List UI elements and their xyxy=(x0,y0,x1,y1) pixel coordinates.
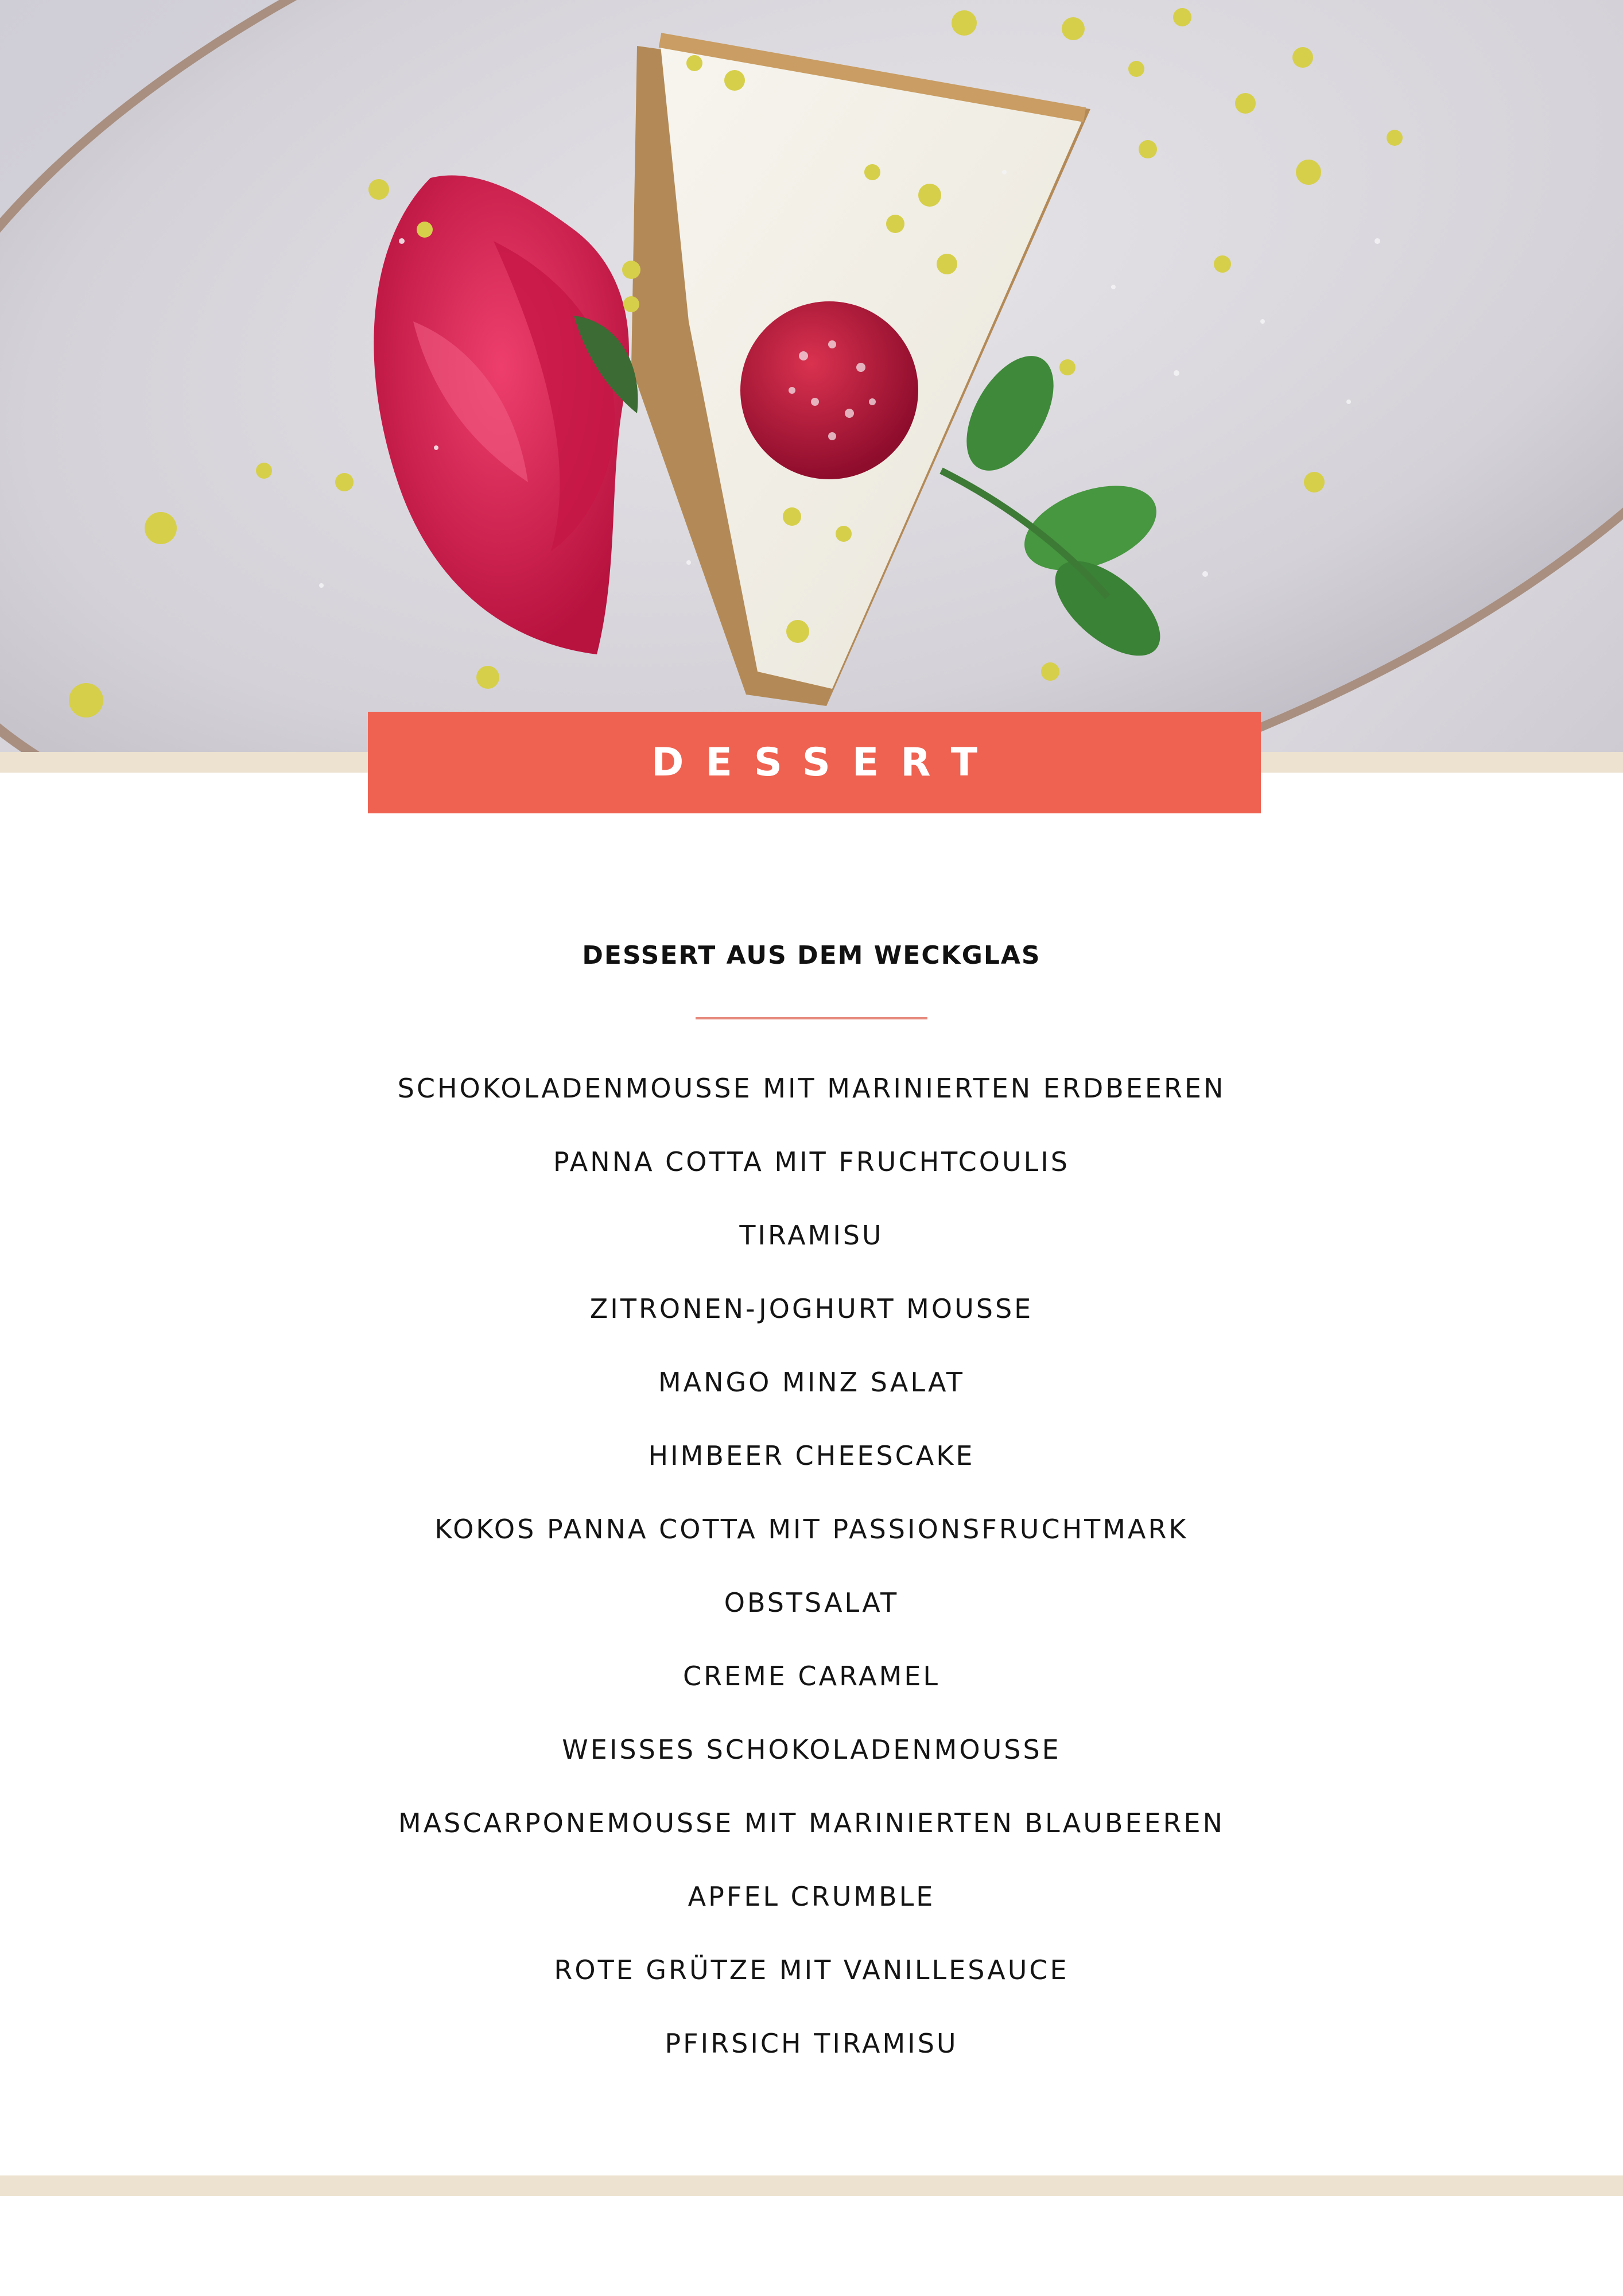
menu-item: MANGO MINZ SALAT xyxy=(658,1367,965,1398)
menu-item-list xyxy=(0,1052,1623,2080)
dessert-plate-illustration xyxy=(0,0,1623,752)
menu-item: PANNA COTTA MIT FRUCHTCOULIS xyxy=(553,1146,1070,1177)
menu-item: HIMBEER CHEESCAKE xyxy=(648,1440,975,1471)
menu-item: PFIRSICH TIRAMISU xyxy=(665,2028,958,2059)
bottom-divider-band xyxy=(0,2175,1623,2196)
menu-item: WEISSES SCHOKOLADENMOUSSE xyxy=(562,1734,1061,1765)
hero-photo xyxy=(0,0,1623,752)
menu-item: TIRAMISU xyxy=(739,1220,884,1251)
menu-item: APFEL CRUMBLE xyxy=(688,1881,935,1912)
menu-item: CREME CARAMEL xyxy=(682,1661,941,1692)
menu-item: ROTE GRÜTZE MIT VANILLESAUCE xyxy=(554,1954,1069,1985)
heading-divider xyxy=(696,1017,927,1019)
page-title: DESSERT xyxy=(651,740,999,785)
raspberry xyxy=(740,301,918,479)
menu-section xyxy=(0,930,1623,2080)
menu-item: SCHOKOLADENMOUSSE MIT MARINIERTEN ERDBEEREN xyxy=(397,1073,1226,1104)
title-banner xyxy=(368,712,1261,813)
section-heading: DESSERT AUS DEM WECKGLAS xyxy=(582,941,1041,970)
menu-item: ZITRONEN-JOGHURT MOUSSE xyxy=(589,1293,1034,1324)
menu-item: OBSTSALAT xyxy=(724,1587,899,1618)
menu-item: MASCARPONEMOUSSE MIT MARINIERTEN BLAUBEEREN xyxy=(398,1808,1225,1839)
menu-item: KOKOS PANNA COTTA MIT PASSIONSFRUCHTMARK xyxy=(434,1514,1189,1545)
